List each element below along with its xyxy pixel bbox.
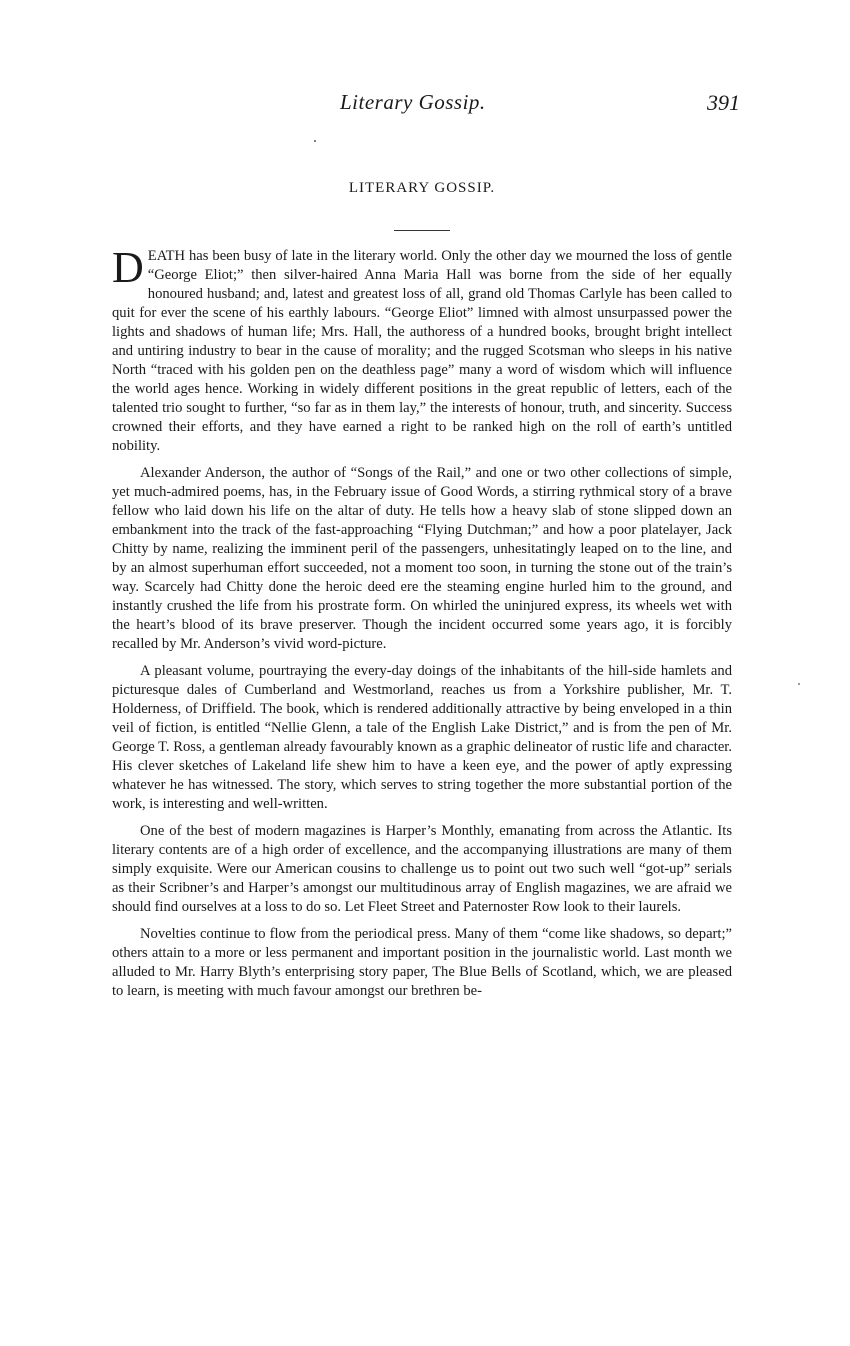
title-divider (394, 230, 450, 231)
margin-dot (798, 683, 800, 685)
article-body (112, 243, 732, 1001)
paragraph-3: A pleasant volume, pourtraying the every-day doings of the inhabitants of the hill-side hamlets and picturesque dales of Cumberland and Westmorland, reaches us from a Yorkshire publisher, Mr. T. Holderness, of Driffield. The book, which is rendered additionally attractive by being enveloped in a thin veil of fiction, is entitled “Nellie Glenn, a tale of the English Lake District,” and is from the pen of Mr. George T. Ross, a gentleman already favourably known as a graphic delineator of rustic life and character. His clever sketches of Lakeland life shew him to have a keen eye, and the power of aptly expressing whatever he has witnessed. The story, which serves to string together the more substantial portion of the work, is interesting and well-written. (112, 663, 732, 812)
paragraph-1 (112, 243, 732, 456)
ink-dot (314, 140, 316, 142)
paragraph-4: One of the best of modern magazines is Harper’s Monthly, emanating from across the Atlantic. Its literary contents are of a high order of excellence, and the accompanying illustrations are many of them simply exquisite. Were our American cousins to challenge us to point out two such well “got-up” serials as their Scribner’s and Harper’s amongst our multitudinous array of English magazines, we are afraid we should find ourselves at a loss to do so. Let Fleet Street and Paternoster Row look to their laurels. (112, 823, 732, 915)
page-number: 391 (707, 90, 740, 115)
running-title: Literary Gossip. (340, 90, 486, 114)
paragraph-2: Alexander Anderson, the author of “Songs of the Rail,” and one or two other collections of simple, yet much-admired poems, has, in the February issue of Good Words, a stirring rythmical story of a brave fellow who laid down his life on the altar of duty. He tells how a heavy slab of stone slipped down an embankment into the track of the fast-approaching “Flying Dutchman;” and how a poor platelayer, Jack Chitty by name, realizing the imminent peril of the passengers, unhesitatingly leaped on to the line, and by an almost superhuman effort succeeded, not a moment too soon, in turning the stone out of the train’s way. Scarcely had Chitty done the heroic deed ere the steaming engine hurled him to the ground, and instantly crushed the life from his prostrate form. On whirled the uninjured express, its wheels wet with the heart’s blood of its brave preserver. Though the incident occurred some years ago, it is forcibly recalled by Mr. Anderson’s vivid word-picture. (112, 465, 732, 652)
running-head (112, 80, 740, 120)
article-title: LITERARY GOSSIP. (348, 180, 496, 196)
drop-cap: D (112, 243, 144, 292)
paragraph-5: Novelties continue to flow from the periodical press. Many of them “come like shadows, so depart;” others attain to a more or less permanent and important position in the journalistic world. Last month we alluded to Mr. Harry Blyth’s enterprising story paper, The Blue Bells of Scotland, which, we are pleased to learn, is meeting with much favour amongst our brethren be- (112, 926, 732, 999)
page-content (112, 80, 740, 1001)
paragraph-1-text: EATH has been busy of late in the literary world. Only the other day we mourned the loss of gentle “George Eliot;” then silver-haired Anna Maria Hall was borne from the side of her equally honoured husband; and, latest and greatest loss of all, grand old Thomas Carlyle has been called to quit for ever the scene of his earthly labours. “George Eliot” limned with almost unsurpassed power the lights and shadows of human life; Mrs. Hall, the authoress of a hundred books, brought bright intellect and untiring industry to bear in the cause of morality; and the rugged Scotsman who sleeps in his native North “traced with his golden pen on the deathless page” many a word of wisdom which will influence the world ages hence. Working in widely different positions in the great republic of letters, each of the talented trio sought to further, “so far as in them lay,” the interests of honour, truth, and sincerity. Success crowned their efforts, and they have earned a right to be ranked high on the roll of earth’s untitled nobility. (112, 248, 732, 454)
